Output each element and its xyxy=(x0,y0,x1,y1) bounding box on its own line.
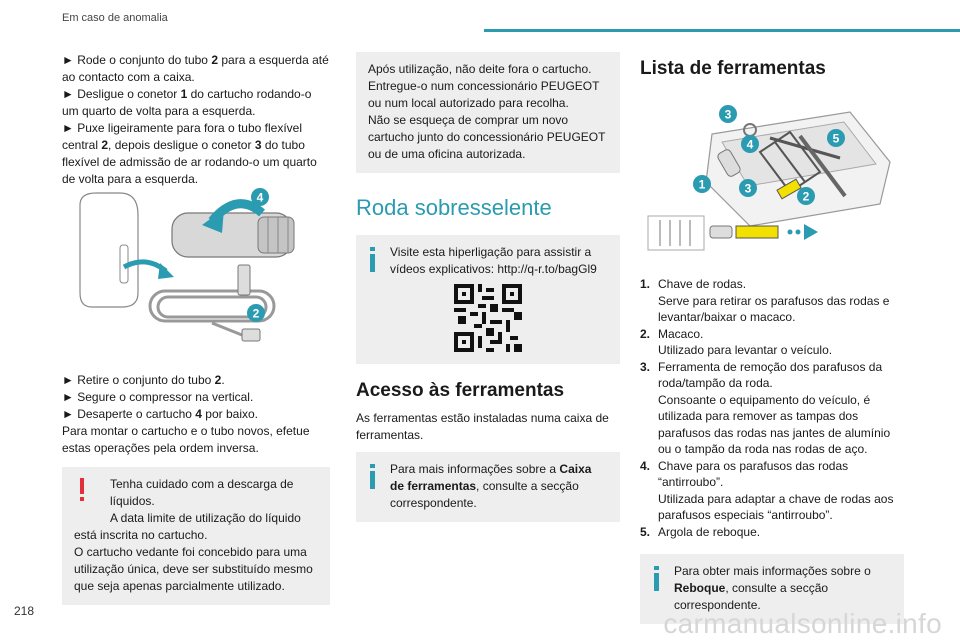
list-item xyxy=(640,524,904,541)
list-item xyxy=(640,458,904,524)
list-item-number: 5. xyxy=(640,524,651,539)
step-disconnect-connector-1: ► Desligue o conetor 1 do cartucho rodando-o um quarto de volta para a esquerda. xyxy=(62,87,312,118)
warning-line-3: O cartucho vedante foi concebido para uma utilização única, deve ser substituído mesmo que seja apenas parcialmente utilizado. xyxy=(74,545,313,593)
watermark: carmanualsonline.info xyxy=(663,608,942,639)
header-accent-bar xyxy=(484,29,960,32)
list-item-number: 4. xyxy=(640,458,651,473)
toolbox-callout-2: 2 xyxy=(802,189,810,204)
list-item-text: Macaco. Utilizado para levantar o veículo. xyxy=(658,326,833,357)
towing-info-text: Para obter mais informações sobre o Reboque, consulte a secção correspondente. xyxy=(674,564,871,612)
list-item xyxy=(640,276,904,326)
toolbox-callout-3b: 3 xyxy=(744,181,752,196)
column-2 xyxy=(356,52,620,522)
column-3 xyxy=(640,52,904,624)
step-unscrew-cartridge: ► Desaperte o cartucho 4 por baixo. xyxy=(62,407,259,421)
info-icon xyxy=(370,464,375,489)
list-item xyxy=(640,326,904,359)
running-header: Em caso de anomalia xyxy=(62,12,168,24)
info-icon xyxy=(654,566,659,591)
toolbox-callout-5: 5 xyxy=(832,131,840,146)
warning-line-2: A data limite de utilização do líquido está inscrita no cartucho. xyxy=(74,511,301,542)
list-item-text: Argola de reboque. xyxy=(658,524,761,539)
list-item-text: Ferramenta de remoção dos parafusos da roda/tampão da roda. Consoante o equipamento do veículo, é utilizada para remover as tampas dos parafusos das rodas nas jantes de alumínio ou o tampão da roda nas rodas de aço. xyxy=(658,359,891,456)
video-link-text[interactable]: Visite esta hiperligação para assistir a vídeos explicativos: http://q-r.to/bagGl9 xyxy=(390,245,597,276)
warning-icon xyxy=(80,478,85,501)
toolbox-callout-4: 4 xyxy=(746,137,754,152)
list-item xyxy=(640,359,904,458)
step-list-2 xyxy=(62,372,330,457)
toolbox-info-text: Para mais informações sobre a Caixa de ferramentas, consulte a secção correspondente. xyxy=(390,462,592,510)
cartridge-disposal-note: Após utilização, não deite fora o cartucho. Entregue-o num concessionário PEUGEOT ou num local autorizado para recolha. Não se esqueça de comprar um novo cartucho junto do concessionário PEUGEOT ou de uma oficina autorizada. xyxy=(356,52,620,173)
callout-2-label: 2 xyxy=(252,306,260,321)
callout-4-label: 4 xyxy=(256,190,264,205)
list-item-number: 3. xyxy=(640,359,651,374)
step-hold-compressor: ► Segure o compressor na vertical. xyxy=(62,390,254,404)
qr-code[interactable] xyxy=(454,284,522,352)
video-link-box xyxy=(356,235,620,364)
step-remove-tube-assembly: ► Retire o conjunto do tubo 2. xyxy=(62,373,225,387)
warning-line-1: Tenha cuidado com a descarga de líquidos. xyxy=(110,477,294,508)
page-number: 218 xyxy=(14,604,35,618)
section-title-spare-wheel: Roda sobresselente xyxy=(356,195,552,220)
step-rotate-tube: ► Rode o conjunto do tubo 2 para a esquerda até ao contacto com a caixa. xyxy=(62,53,329,84)
toolbox-info-box xyxy=(356,452,620,522)
list-item-text: Chave de rodas. Serve para retirar os parafusos das rodas e levantar/baixar o macaco. xyxy=(658,277,890,324)
step-pull-central-hose: ► Puxe ligeiramente para fora o tubo flexível central 2, depois desligue o conetor 3 do tubo flexível de admissão de ar rodando-o um quarto de volta para a esquerda. xyxy=(62,121,317,186)
list-item-number: 1. xyxy=(640,277,651,291)
toolbox-figure xyxy=(640,92,904,260)
toolbox-callout-1: 1 xyxy=(698,177,706,192)
toolbox-callout-3a: 3 xyxy=(724,107,732,122)
info-icon xyxy=(370,247,375,272)
list-item-number: 2. xyxy=(640,326,651,341)
list-item-text: Chave para os parafusos das rodas “antirroubo”. Utilizada para adaptar a chave de rodas aos parafusos especiais “antirroubo”. xyxy=(658,458,894,522)
tool-access-text: As ferramentas estão instaladas numa caixa de ferramentas. xyxy=(356,411,609,442)
assembly-note: Para montar o cartucho e o tubo novos, efetue estas operações pela ordem inversa. xyxy=(62,424,310,455)
warning-box xyxy=(62,467,330,605)
cartridge-removal-figure xyxy=(62,183,330,358)
column-1 xyxy=(62,52,330,605)
tool-list xyxy=(640,276,904,540)
section-title-tool-list: Lista de ferramentas xyxy=(640,58,826,79)
step-list-1 xyxy=(62,52,330,186)
section-title-tool-access: Acesso às ferramentas xyxy=(356,380,565,401)
